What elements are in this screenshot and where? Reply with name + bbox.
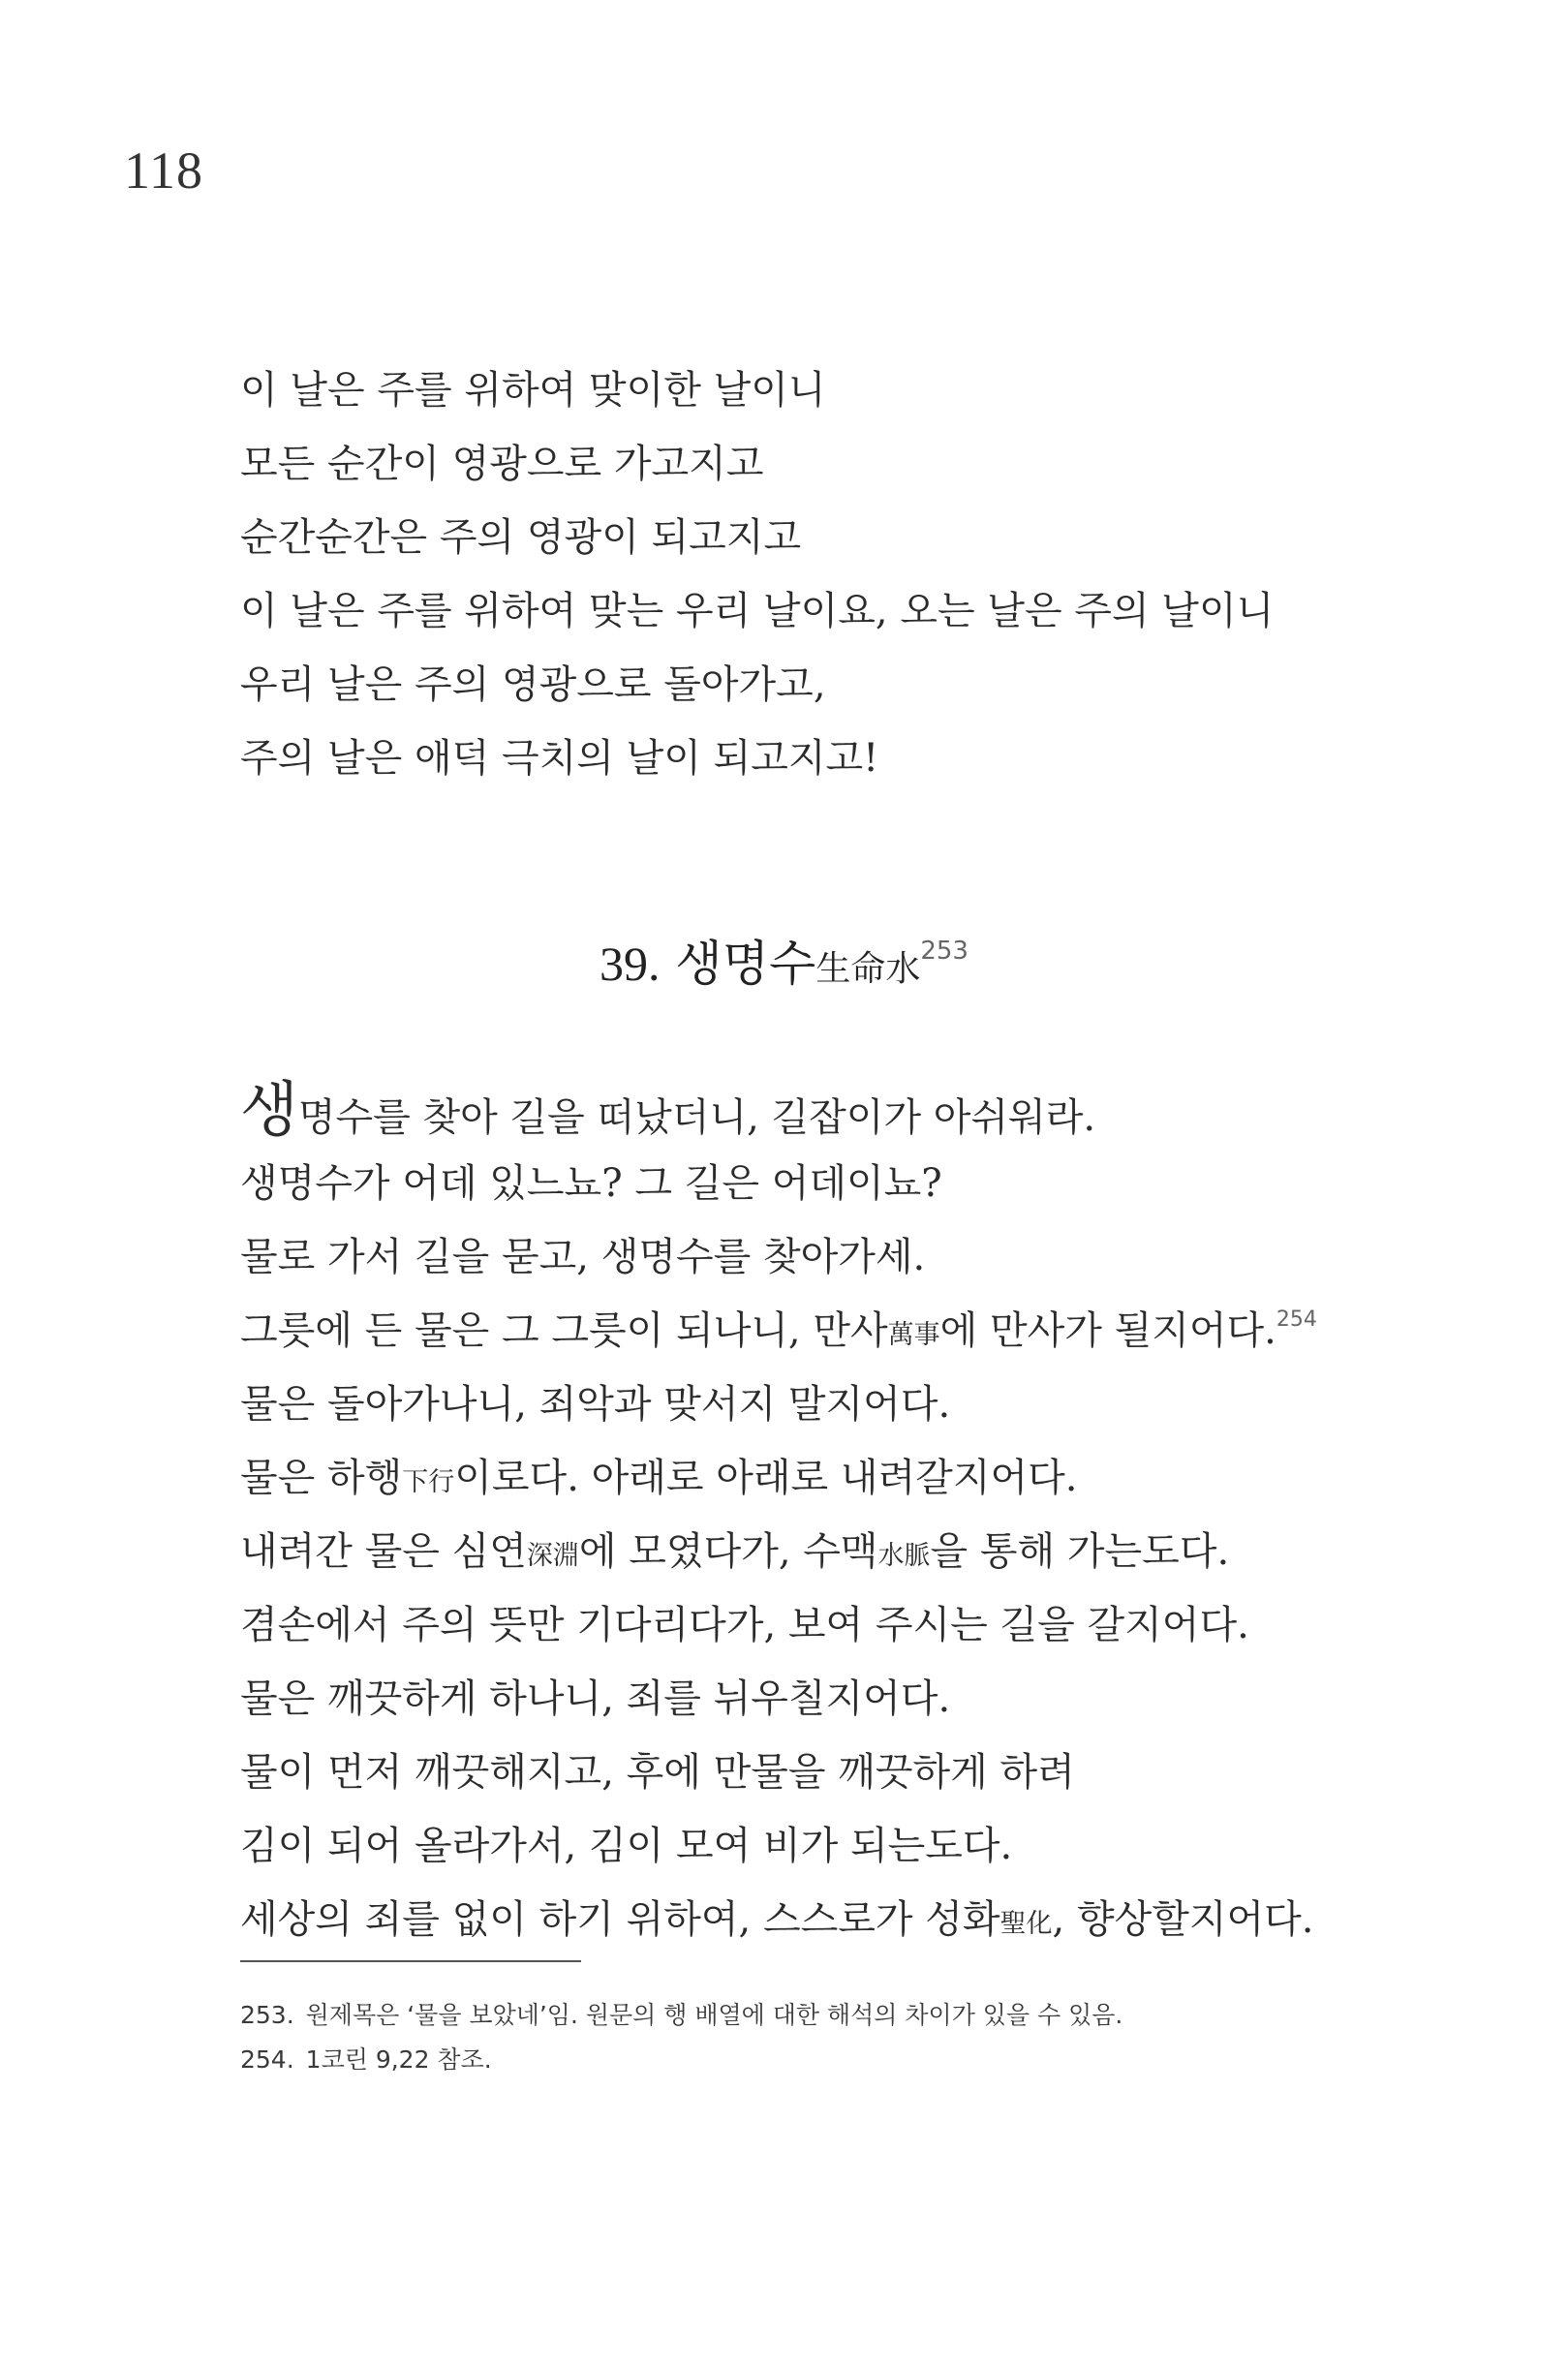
poem-line-text: 에 만사가 될지어다. [939,1308,1276,1353]
footnotes [240,1993,1499,2082]
poem-line [240,1883,1451,1956]
poem-body [240,1073,1451,1956]
section-title-text: 생명수 [675,936,816,992]
verse-line: 순간순간은 주의 영광이 되고지고 [240,515,802,560]
opening-verse [240,354,1402,795]
poem-line: 물로 가서 길을 묻고, 생명수를 찾아가세. [240,1235,926,1279]
poem-line-text: 을 통해 가는도다. [930,1529,1230,1574]
page-number: 118 [124,141,203,200]
poem-line [240,1515,1451,1588]
footnote-number: 254. [240,2045,294,2074]
poem-line [240,1441,1451,1515]
poem-line: 물이 먼저 깨끗해지고, 후에 만물을 깨끗하게 하려 [240,1750,1075,1795]
footnote-text: 1코린 9,22 참조. [305,2045,492,2074]
verse-line: 모든 순간이 영광으로 가고지고 [240,442,764,486]
poem-line-text: , 향상할지어다. [1052,1897,1314,1942]
footnote-text: 원제목은 ‘물을 보았네’임. 원문의 행 배열에 대한 해석의 차이가 있을 수 있음. [305,2001,1123,2029]
verse-line: 이 날은 주를 위하여 맞이한 날이니 [240,368,826,413]
poem-line [240,1073,1451,1147]
section-title-hanja: 生命水 [815,949,921,989]
hanja-gloss: 下行 [402,1467,455,1497]
poem-line: 겸손에서 주의 뜻만 기다리다가, 보여 주시는 길을 갈지어다. [240,1603,1249,1647]
poem-line: 김이 되어 올라가서, 김이 모여 비가 되는도다. [240,1824,1013,1868]
footnote-ref-254[interactable]: 254 [1276,1307,1317,1332]
hanja-gloss: 水脈 [877,1541,931,1571]
footnote-253 [240,1993,1499,2038]
footnote-number: 253. [240,2001,294,2029]
poem-line-text: 세상의 죄를 없이 하기 위하여, 스스로가 성화 [240,1897,1000,1942]
hanja-gloss: 聖化 [999,1909,1053,1939]
poem-line-text: 그릇에 든 물은 그 그릇이 되나니, 만사 [240,1308,888,1353]
footnote-254 [240,2038,1499,2082]
poem-line-text: 내려간 물은 심연 [240,1529,527,1574]
hanja-gloss: 深淵 [526,1541,579,1571]
poem-line-text: 에 모였다가, 수맥 [578,1529,878,1574]
poem-line-text: 물은 하행 [240,1456,403,1500]
footnote-divider [240,1960,581,1962]
poem-line: 물은 깨끗하게 하나니, 죄를 뉘우칠지어다. [240,1676,951,1721]
hanja-gloss: 萬事 [887,1320,940,1350]
poem-line: 물은 돌아가나니, 죄악과 맞서지 말지어다. [240,1382,951,1427]
verse-line: 우리 날은 주의 영광으로 돌아가고, [240,662,826,707]
poem-line [240,1294,1451,1368]
section-number: 39. [600,937,661,991]
footnote-ref-253[interactable]: 253 [920,937,968,966]
poem-line-text: 이로다. 아래로 아래로 내려갈지어다. [454,1456,1078,1500]
verse-line: 이 날은 주를 위하여 맞는 우리 날이요, 오는 날은 주의 날이니 [240,589,1275,633]
section-title [0,925,1568,995]
poem-line: 생명수가 어데 있느뇨? 그 길은 어데이뇨? [240,1161,942,1206]
dropcap: 생 [240,1074,298,1145]
verse-line: 주의 날은 애덕 극치의 날이 되고지고! [240,736,879,781]
poem-line-text: 명수를 찾아 길을 떠났더니, 길잡이가 아쉬워라. [297,1095,1096,1140]
